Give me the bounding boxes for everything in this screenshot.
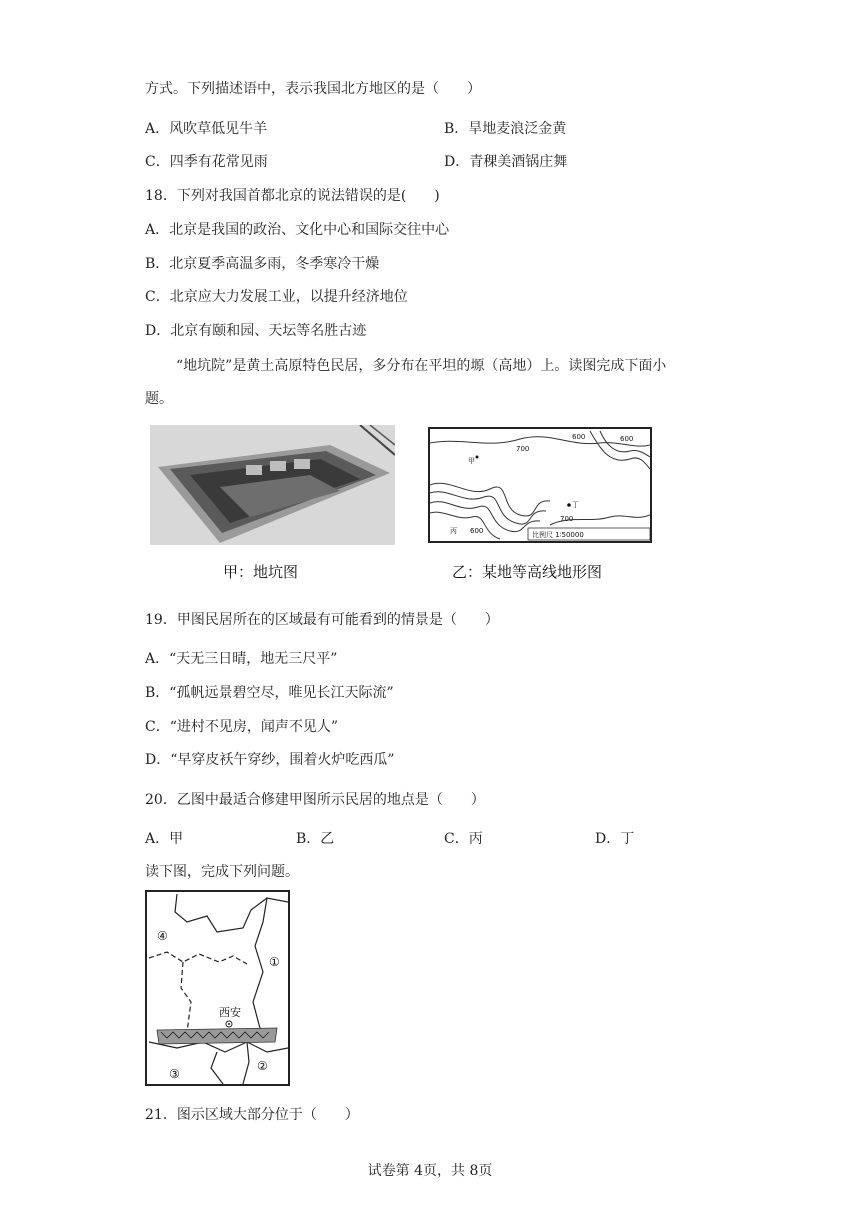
q17-option-b: B．旱地麦浪泛金黄 <box>444 121 567 137</box>
q19-option-a: A．“天无三日晴，地无三尺平” <box>145 651 338 667</box>
q18-option-d: D．北京有颐和园、天坛等名胜古迹 <box>145 323 367 339</box>
q17-option-c: C．四季有花常见雨 <box>145 154 268 170</box>
q19-option-d: D．“早穿皮袄午穿纱，围着火炉吃西瓜” <box>145 752 395 768</box>
contour-label-600a: 600 <box>572 433 586 441</box>
contour-point-ding: 丁 <box>572 501 579 509</box>
contour-scale: 比例尺 1∶50000 <box>532 531 584 539</box>
figure-jia-caption: 甲：地坑图 <box>223 563 299 581</box>
dikengyuan-photo <box>150 425 395 545</box>
q19-option-c: C．“进村不见房，闻声不见人” <box>145 719 339 735</box>
q17-option-d: D．青稞美酒锅庄舞 <box>444 154 568 170</box>
contour-label-700a: 700 <box>516 445 530 453</box>
q20-option-c: C．丙 <box>444 831 483 847</box>
map-intro: 读下图，完成下列问题。 <box>145 864 299 880</box>
q20-option-d: D．丁 <box>595 831 635 847</box>
q18-option-c: C．北京应大力发展工业，以提升经济地位 <box>145 289 408 305</box>
q17-option-a: A．风吹草低见牛羊 <box>145 121 268 137</box>
contour-point-jia: 甲 <box>468 457 475 465</box>
q18-stem: 18．下列对我国首都北京的说法错误的是( ) <box>145 188 440 204</box>
map-marker-1: ① <box>269 955 280 969</box>
dikengyuan-intro-line2: 题。 <box>145 391 173 407</box>
q18-option-a: A．北京是我国的政治、文化中心和国际交往中心 <box>145 222 450 238</box>
region-map-drawing <box>147 892 288 1084</box>
figure-yi-caption: 乙：某地等高线地形图 <box>452 563 603 581</box>
map-marker-2: ② <box>257 1059 268 1073</box>
q18-option-b: B．北京夏季高温多雨，冬季寒冷干燥 <box>145 256 380 272</box>
map-city-xian: 西安 <box>219 1006 241 1019</box>
page-footer: 试卷第 4页，共 8页 <box>367 1163 493 1179</box>
q20-stem: 20．乙图中最适合修建甲图所示民居的地点是（ ） <box>145 792 485 808</box>
q17-stem-tail: 方式。下列描述语中，表示我国北方地区的是（ ） <box>145 81 481 97</box>
contour-label-600c: 600 <box>470 527 484 535</box>
q19-stem: 19．甲图民居所在的区域最有可能看到的情景是（ ） <box>145 612 499 628</box>
contour-map-drawing <box>430 429 650 541</box>
map-marker-4: ④ <box>157 929 168 943</box>
region-map <box>145 890 290 1086</box>
contour-label-700b: 700 <box>560 515 574 523</box>
dikengyuan-intro-line1: “地坑院”是黄土高原特色民居，多分布在平坦的塬（高地）上。读图完成下面小 <box>176 358 667 374</box>
dikengyuan-photo-drawing <box>150 425 395 545</box>
q21-stem: 21．图示区域大部分位于（ ） <box>145 1107 359 1123</box>
contour-point-bing: 丙 <box>450 527 457 535</box>
q19-option-b: B．“孤帆远景碧空尽，唯见长江天际流” <box>145 685 394 701</box>
contour-map <box>428 427 652 543</box>
q20-option-a: A．甲 <box>145 831 184 847</box>
q20-option-b: B．乙 <box>296 831 335 847</box>
map-marker-3: ③ <box>169 1067 180 1081</box>
contour-label-600b: 600 <box>620 435 634 443</box>
